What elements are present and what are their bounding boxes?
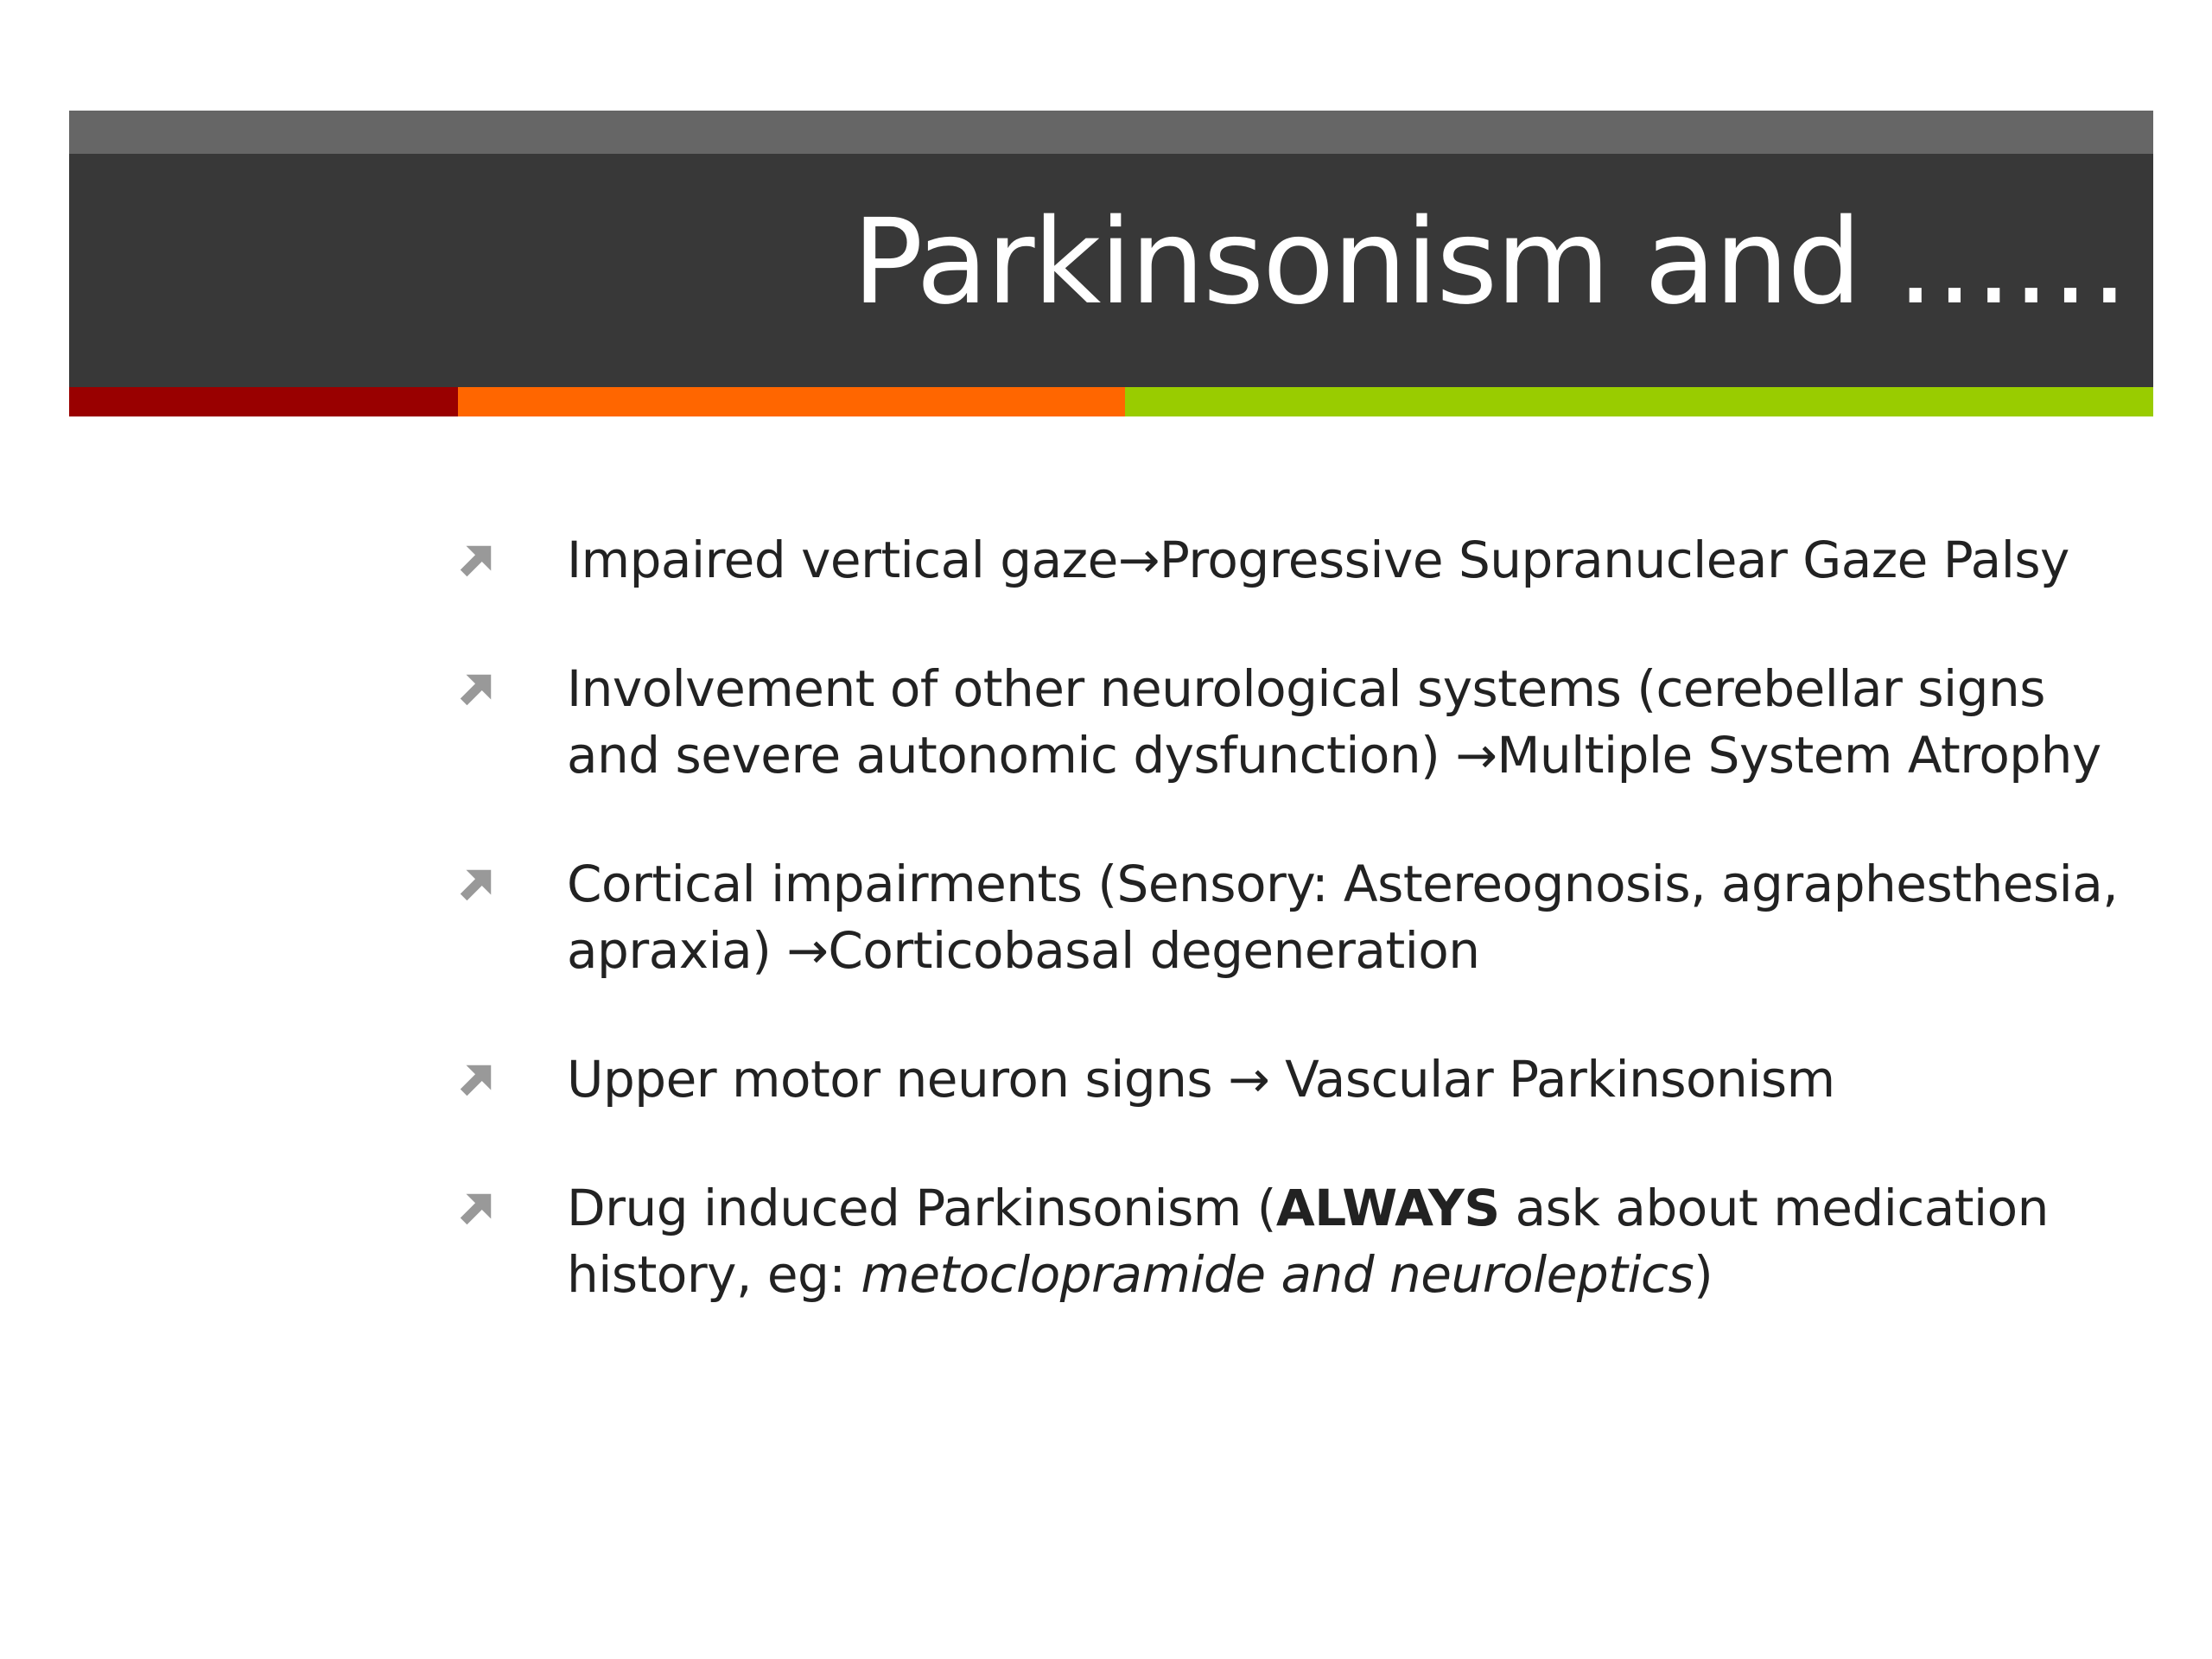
bullet-text: Involvement of other neurological systems (cerebellar signs and severe autonomic dysfunction) →Multiple System Atrophy [567, 659, 2101, 785]
bullet-text: Upper motor neuron signs → Vascular Parkinsonism [567, 1050, 1835, 1109]
bullet-item [456, 1046, 2141, 1113]
arrow-up-right-icon [456, 851, 567, 918]
bullet-text-before: Drug induced Parkinsonism ( [567, 1179, 1276, 1237]
bullet-text [567, 1175, 2141, 1308]
accent-bar [69, 387, 2153, 416]
bullet-list [456, 527, 2141, 1370]
arrow-up-right-icon [456, 656, 567, 722]
slide-title: Parkinsonism and …… [852, 194, 2127, 331]
bullet-text-italic: metoclopramide and neuroleptics [861, 1245, 1694, 1304]
bullet-text-after: ) [1694, 1245, 1713, 1304]
accent-segment-green [1125, 387, 2153, 416]
bullet-text: Cortical impairments (Sensory: Astereognosis, agraphesthesia, apraxia) →Corticobasal degeneration [567, 855, 2119, 980]
accent-segment-orange [458, 387, 1125, 416]
arrow-up-right-icon [456, 1175, 567, 1242]
bullet-item [456, 851, 2141, 984]
bullet-text-strong: ALWAYS [1275, 1179, 1500, 1237]
bullet-item [456, 1175, 2141, 1308]
accent-segment-red [69, 387, 458, 416]
header-main-band [69, 154, 2153, 387]
bullet-item [456, 527, 2141, 594]
bullet-text-middle: ask about medication history, eg: [567, 1179, 2049, 1304]
bullet-item [456, 656, 2141, 789]
header-top-band [69, 111, 2153, 154]
bullet-text: Impaired vertical gaze→Progressive Supranuclear Gaze Palsy [567, 531, 2069, 589]
arrow-up-right-icon [456, 1046, 567, 1113]
arrow-up-right-icon [456, 527, 567, 594]
